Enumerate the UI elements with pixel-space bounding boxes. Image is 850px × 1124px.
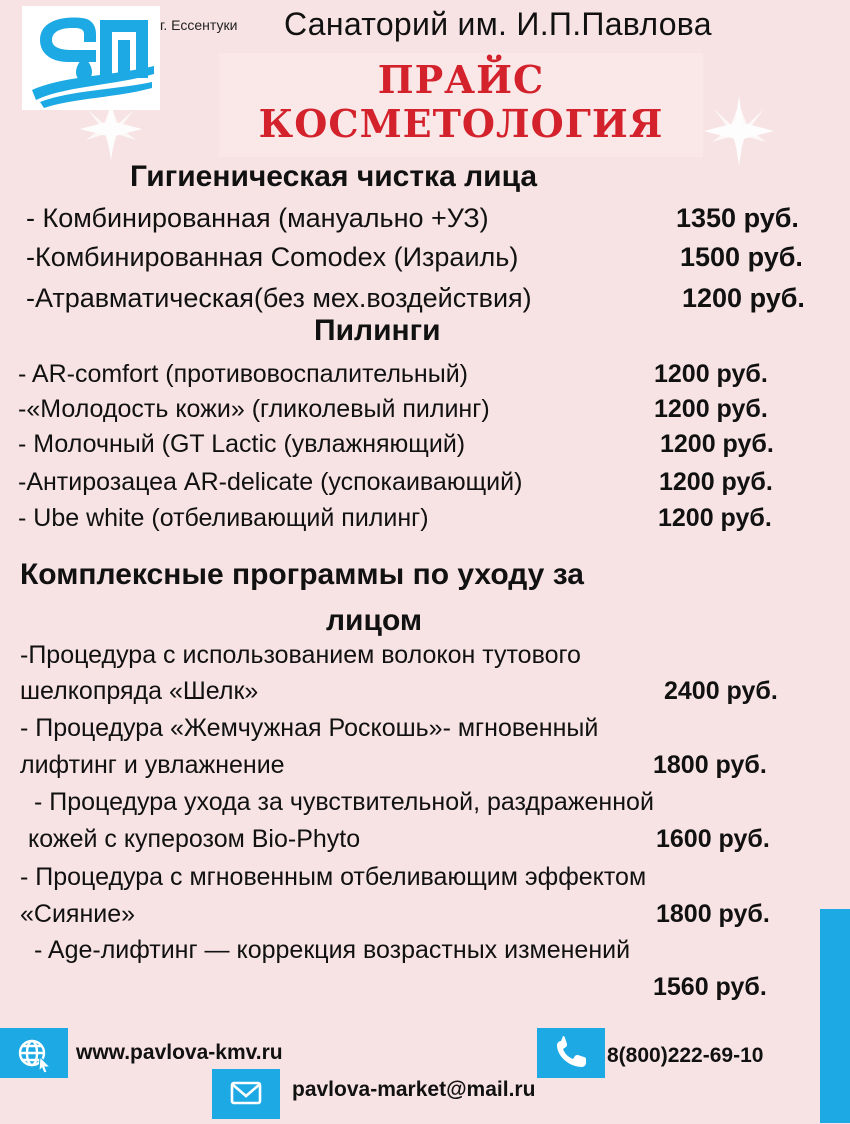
cleaning-item-name: -Комбинированная Comodex (Израиль) (26, 242, 519, 272)
phone-icon (537, 1028, 605, 1078)
program-item-line1: -Процедура с использованием волокон тутового (20, 641, 581, 669)
section-heading-programs-cont: лицом (326, 604, 423, 637)
peel-item-price: 1200 руб. (659, 468, 773, 496)
program-item-line2: шелкопряда «Шелк» (20, 677, 259, 705)
program-item-line2: «Сияние» (20, 900, 136, 928)
program-item-line1: - Age-лифтинг — коррекция возрастных изменений (34, 936, 631, 964)
sanatorium-logo (22, 6, 160, 110)
cleaning-item-price: 1200 руб. (682, 283, 805, 313)
title-cosmetology: КОСМЕТОЛОГИЯ (258, 101, 664, 146)
program-item-line1: - Процедура с мгновенным отбеливающим эффектом (20, 863, 647, 891)
cleaning-item-price: 1350 руб. (676, 203, 799, 233)
globe-cursor-icon (0, 1028, 68, 1078)
program-item-line2: кожей с куперозом Bio-Phyto (28, 825, 361, 853)
envelope-icon (212, 1069, 280, 1119)
peel-item-name: -Антирозацеа AR-delicate (успокаивающий) (18, 468, 523, 496)
peel-item-price: 1200 руб. (654, 360, 768, 388)
peel-item-name: - Ube white (отбеливающий пилинг) (18, 504, 429, 532)
program-item-line1: - Процедура «Жемчужная Роскошь»- мгновенный (20, 714, 599, 742)
sanatorium-name: Санаторий им. И.П.Павлова (284, 6, 712, 42)
title-price: ПРАЙС (377, 57, 545, 102)
peel-item-price: 1200 руб. (658, 504, 772, 532)
title-box (219, 53, 703, 157)
section-heading-cleaning: Гигиеническая чистка лица (130, 160, 538, 193)
peel-item-price: 1200 руб. (660, 430, 774, 458)
cleaning-item-name: - Комбинированная (мануально +УЗ) (26, 203, 489, 233)
cleaning-item-name: -Атравматическая(без мех.воздействия) (26, 283, 532, 313)
cleaning-item-price: 1500 руб. (680, 242, 803, 272)
program-item-line2: лифтинг и увлажнение (20, 751, 285, 779)
sparkle-right-icon (704, 96, 774, 166)
website-link[interactable]: www.pavlova-kmv.ru (76, 1041, 283, 1064)
sparkle-left-icon (80, 98, 142, 160)
section-heading-peels: Пилинги (314, 314, 441, 347)
email-icon-box (212, 1069, 280, 1119)
peel-item-name: - Молочный (GT Lactic (увлажняющий) (18, 430, 466, 458)
program-item-price: 1560 руб. (653, 973, 767, 1001)
peel-item-price: 1200 руб. (654, 395, 768, 423)
peel-item-name: - AR-comfort (противовоспалительный) (18, 360, 468, 388)
logo-emblem-icon (22, 6, 160, 110)
website-icon-box (0, 1028, 68, 1078)
side-accent-bar (820, 909, 850, 1123)
city-label: г. Ессентуки (160, 17, 238, 33)
phone-number[interactable]: 8(800)222-69-10 (607, 1044, 764, 1067)
phone-icon-box (537, 1028, 605, 1078)
email-address[interactable]: pavlova-market@mail.ru (292, 1078, 536, 1101)
section-heading-programs: Комплексные программы по уходу за (20, 558, 584, 591)
program-item-price: 1800 руб. (653, 751, 767, 779)
program-item-price: 1600 руб. (656, 825, 770, 853)
program-item-line1: - Процедура ухода за чувствительной, раздраженной (34, 788, 654, 816)
peel-item-name: -«Молодость кожи» (гликолевый пилинг) (18, 395, 490, 423)
program-item-price: 2400 руб. (664, 677, 778, 705)
program-item-price: 1800 руб. (656, 900, 770, 928)
